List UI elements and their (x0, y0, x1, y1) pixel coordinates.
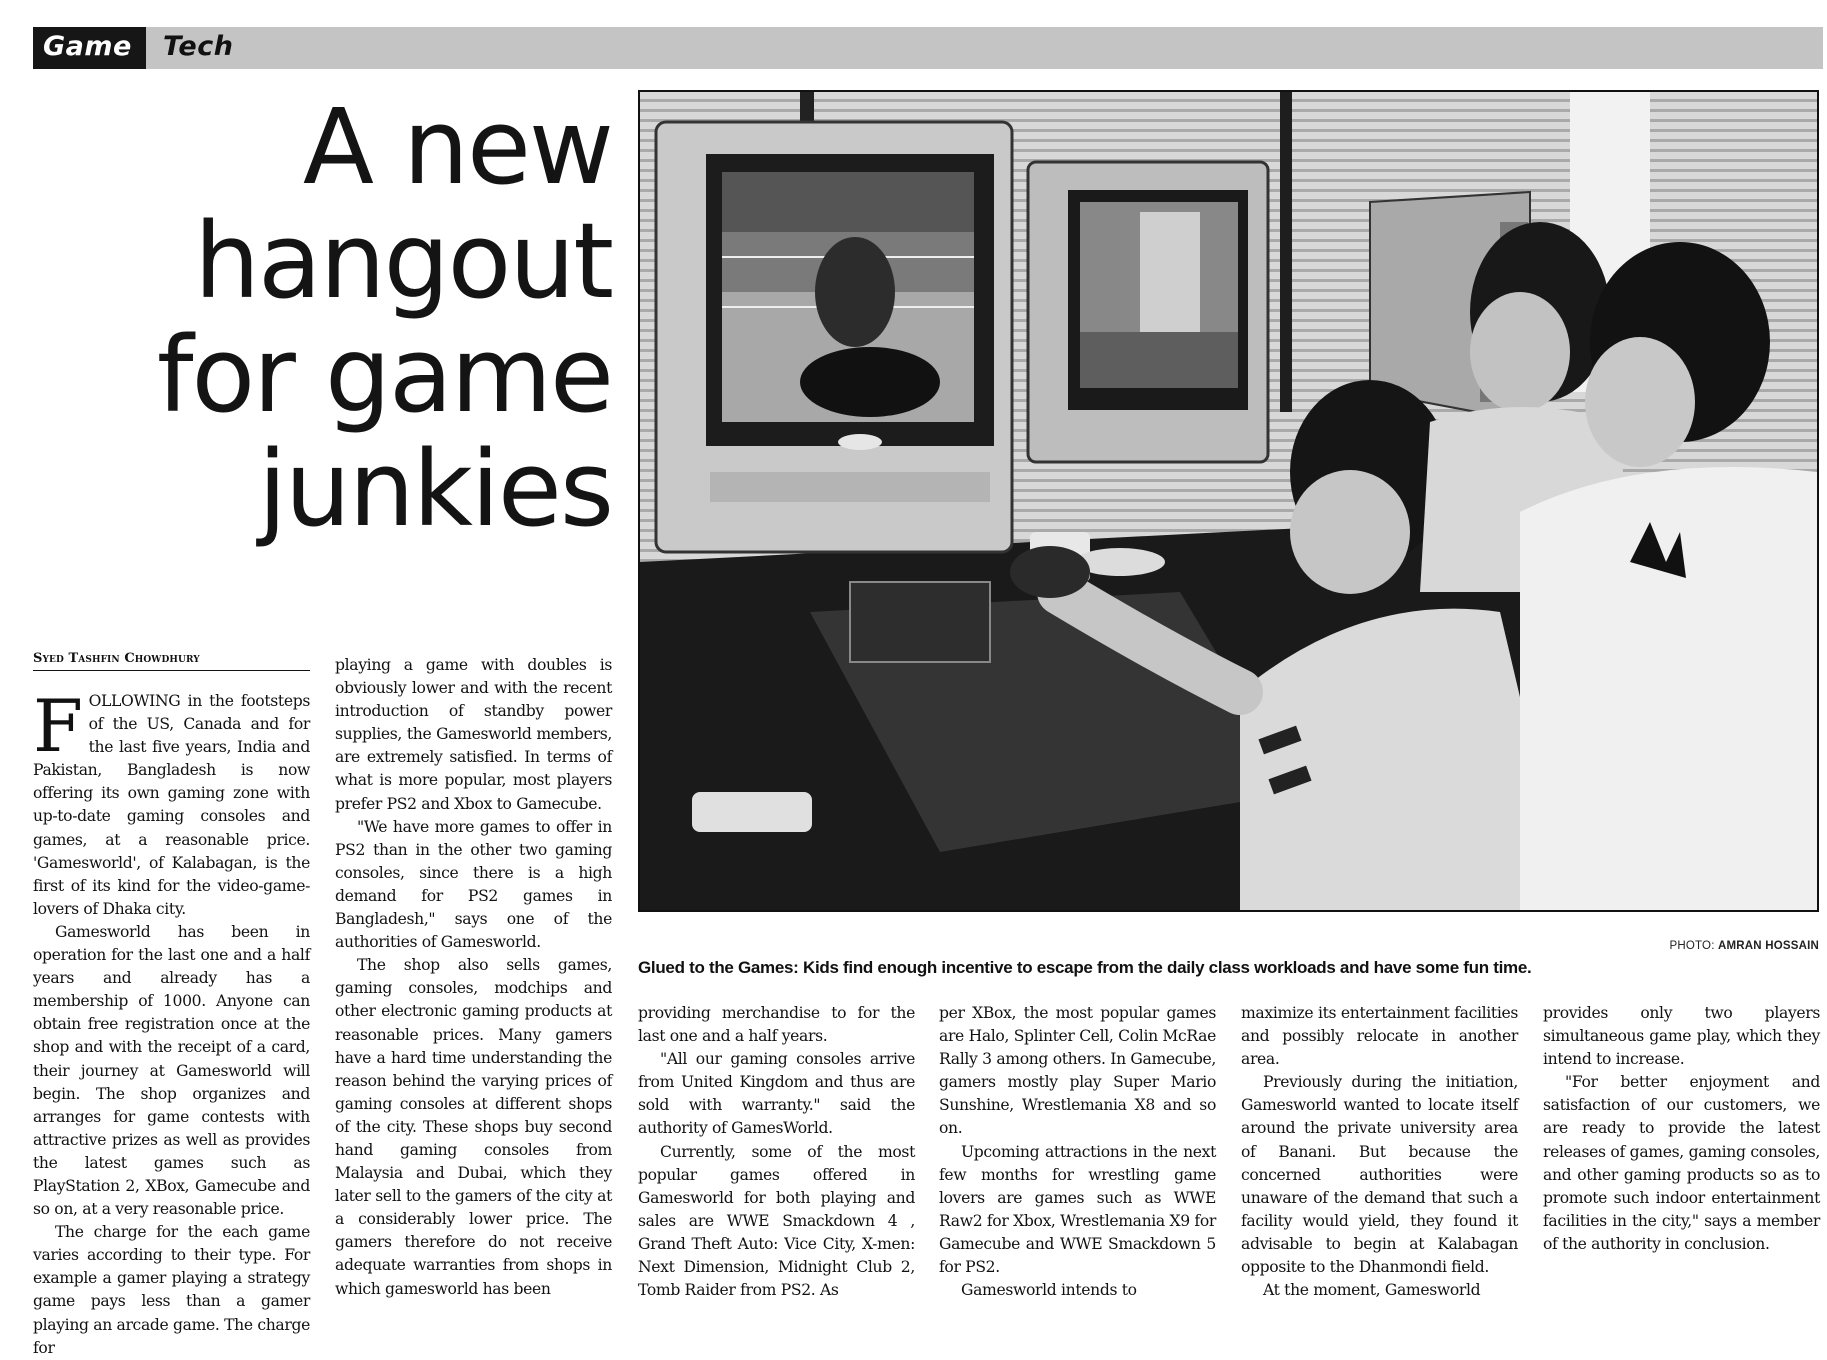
tv-left (656, 122, 1012, 552)
article-column-2 (335, 654, 612, 1301)
headline-line-4: junkies (257, 428, 612, 550)
paragraph: Gamesworld has been in operation for the last one and a half years and already has a membership of 1000. Anyone can obtain free registration once at the shop and with the receipt of a card, their journey at Gamesworld will begin. The shop organizes and arranges for game contests with attractive prizes as well as provides the latest games such as PlayStation 2, XBox, Gamecube and so on, at a very reasonable price. (33, 922, 310, 1219)
paragraph: The shop also sells games, gaming consoles, modchips and other electronic gaming products at reasonable prices. Many gamers have a hard time understanding the reason behind the varying prices of gaming consoles at different shops of the city. These shops buy second hand gaming consoles from Malaysia and Dubai, which they later sell to the gamers of the city at a considerably lower price. The gamers therefore do not receive adequate warranties from shops in which gamesworld has been (335, 956, 612, 1298)
paragraph (33, 684, 310, 921)
article-column-3 (638, 1002, 915, 1302)
article-column-5 (1241, 1002, 1518, 1302)
paragraph: The charge for the each game varies according to their type. For example a gamer playing a strategy game pays less than a gamer playing an arcade game. The charge for (33, 1223, 310, 1357)
drop-cap: F (33, 684, 83, 768)
photo-credit-label: PHOTO: (1669, 940, 1715, 952)
paragraph: Upcoming attractions in the next few months for wrestling game lovers are games such as WWE Raw2 for Xbox, Wrestlemania X9 for Gamecube and WWE Smackdown 5 for PS2. (939, 1142, 1216, 1277)
article-column-4 (939, 1002, 1216, 1302)
author-byline: Syed Tashfin Chowdhury (33, 651, 310, 671)
section-label-game: Game (43, 31, 132, 62)
article-column-6 (1543, 1002, 1820, 1256)
headline-line-3: for game (156, 314, 612, 436)
photo-caption: Glued to the Games: Kids find enough incentive to escape from the daily class workloads and have some fun time. (638, 958, 1532, 977)
photo-credit (1670, 940, 1819, 952)
tv-middle (1028, 162, 1268, 462)
headline-line-1: A new (302, 86, 612, 208)
paragraph: per XBox, the most popular games are Halo, Splinter Cell, Colin McRae Rally 3 among others. In Gamecube, gamers mostly play Super Mario Sunshine, Wrestlemania X8 and so on. (939, 1004, 1216, 1138)
paragraph: At the moment, Gamesworld (1263, 1281, 1481, 1300)
paragraph: Gamesworld intends to (961, 1281, 1137, 1300)
article-column-1 (33, 684, 310, 1360)
paragraph: maximize its entertainment facilities and possibly relocate in another area. (1241, 1004, 1518, 1069)
article-headline (60, 86, 612, 550)
game-case (850, 582, 990, 662)
paragraph: providing merchandise to for the last one and a half years. (638, 1004, 915, 1046)
photo-illustration (640, 92, 1817, 910)
section-label-tech: Tech (163, 31, 234, 62)
paragraph: provides only two players simultaneous game play, which they intend to increase. (1543, 1004, 1820, 1069)
headline-line-2: hangout (194, 200, 612, 322)
section-header-bar (33, 27, 1823, 69)
controller-white (692, 792, 812, 832)
article-photo (638, 90, 1819, 912)
paragraph: "All our gaming consoles arrive from United Kingdom and thus are sold with warranty." said the authority of GamesWorld. (638, 1050, 915, 1138)
paragraph-text: OLLOWING in the footsteps of the US, Canada and for the last five years, India and Pakistan, Bangladesh is now offering its own gaming zone with up-to-date gaming consoles and games, at a reasonable price. 'Gamesworld', of Kalabagan, is the first of its kind for the video-game-lovers of Dhaka city. (33, 692, 310, 918)
paragraph: Currently, some of the most popular games offered in Gamesworld for both playing and sales are WWE Smackdown 4 , Grand Theft Auto: Vice City, X-men: Next Dimension, Midnight Club 2, Tomb Raider from PS2. As (638, 1142, 915, 1300)
paragraph: playing a game with doubles is obviously lower and with the recent introduction of standby power supplies, the Gamesworld members, are extremely satisfied. In terms of what is more popular, most players prefer PS2 and Xbox to Gamecube. (335, 656, 612, 813)
paragraph: Previously during the initiation, Gamesworld wanted to locate itself around the private university area of Banani. But because the concerned authorities were unaware of the demand that such a facility would yield, they found it advisable to begin at Kalabagan opposite to the Dhanmondi field. (1241, 1073, 1518, 1277)
paragraph: "We have more games to offer in PS2 than in the other two gaming consoles, since there is a high demand for PS2 games in Bangladesh," says one of the authorities of Gamesworld. (335, 817, 612, 952)
section-tab (33, 27, 146, 69)
paragraph: "For better enjoyment and satisfaction of our customers, we are ready to provide the latest releases of games, gaming consoles, and other gaming products so as to promote such indoor entertainment facilities in the city," says a member of the authority in conclusion. (1543, 1073, 1820, 1253)
photo-credit-name: AMRAN HOSSAIN (1718, 940, 1819, 952)
